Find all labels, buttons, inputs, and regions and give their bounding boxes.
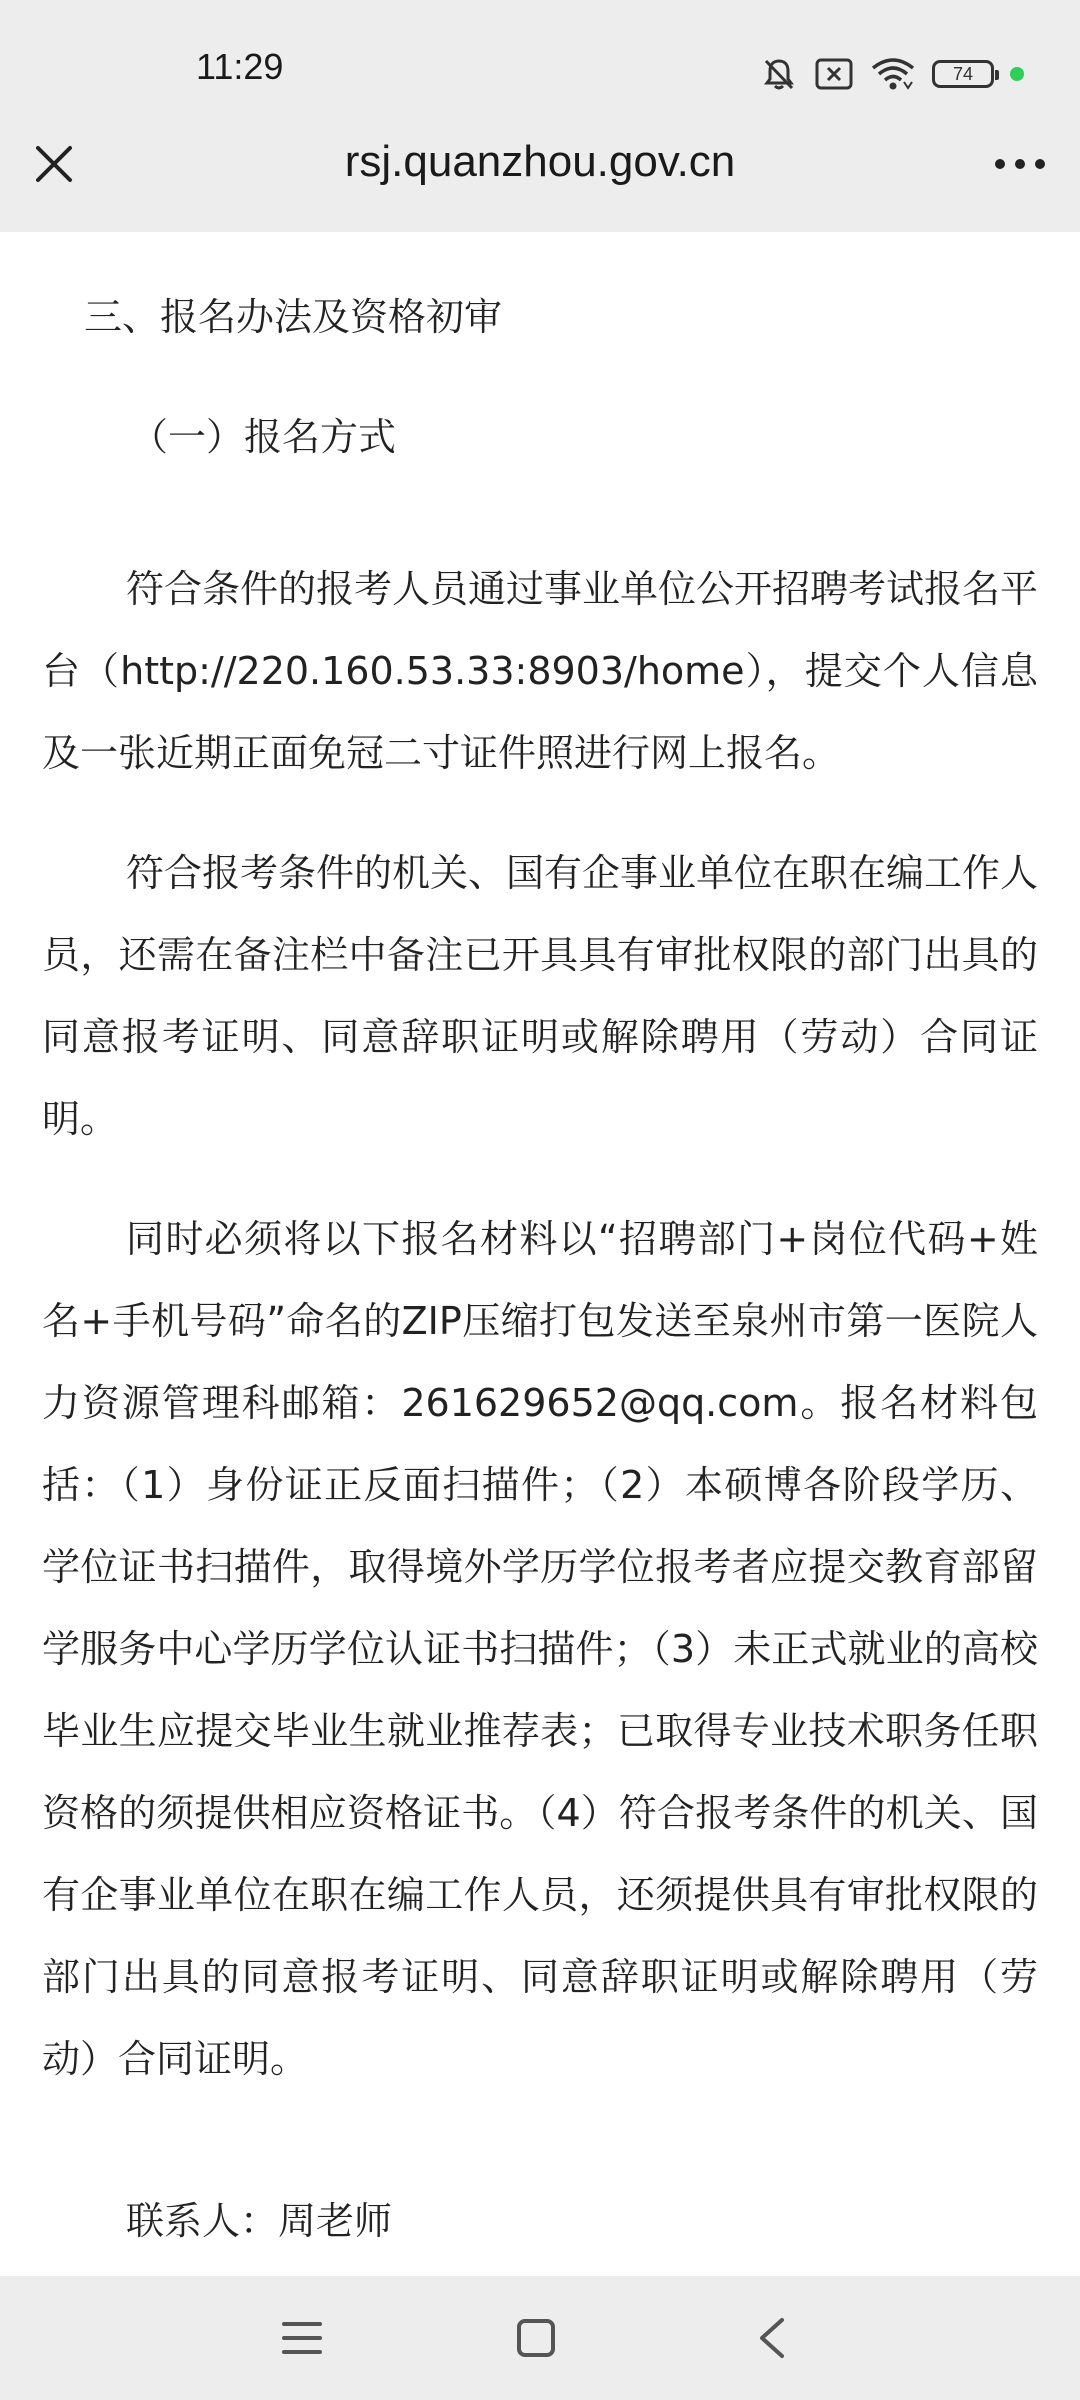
paragraph-materials: 同时必须将以下报名材料以“招聘部门+岗位代码+姓名+手机号码”命名的ZIP压缩打包发送至泉州市第一医院人力资源管理科邮箱：261629652@qq.com。报名材料包括：（1）身份证正反面扫描件；（2）本硕博各阶段学历、学位证书扫描件，取得境外学历学位报考者应提交教育部留学服务中心学历学位认证书扫描件；（3）未正式就业的高校毕业生应提交毕业生就业推荐表；已取得专业技术职务任职资格的须提供相应资格证书。（4）符合报考条件的机关、国有企事业单位在职在编工作人员，还须提供具有审批权限的部门出具的同意报考证明、同意辞职证明或解除聘用（劳动）合同证明。 bbox=[42, 1217, 1038, 2081]
sim-off-icon bbox=[814, 57, 854, 91]
home-square-icon bbox=[515, 2317, 557, 2359]
system-nav-bar bbox=[0, 2276, 1080, 2400]
page-url: rsj.quanzhou.gov.cn bbox=[344, 137, 736, 186]
contact-person: 联系人：周老师 bbox=[126, 2199, 393, 2243]
nav-menu-button[interactable] bbox=[270, 2306, 334, 2370]
nav-home-button[interactable] bbox=[504, 2306, 568, 2370]
subsection-heading: （一）报名方式 bbox=[130, 415, 397, 459]
top-bar bbox=[0, 0, 1080, 232]
battery-icon bbox=[932, 60, 994, 88]
nav-back-button[interactable] bbox=[740, 2306, 804, 2370]
status-icons bbox=[760, 54, 1024, 94]
battery-level: 74 bbox=[952, 63, 974, 84]
status-dot bbox=[1010, 67, 1024, 81]
menu-icon bbox=[280, 2318, 324, 2358]
paragraph-registration: 符合条件的报考人员通过事业单位公开招聘考试报名平台（http://220.160.53.33:8903/home），提交个人信息及一张近期正面免冠二寸证件照进行网上报名。 bbox=[42, 567, 1039, 775]
paragraph-employee-note: 符合报考条件的机关、国有企事业单位在职在编工作人员，还需在备注栏中备注已开具具有审批权限的部门出具的同意报考证明、同意辞职证明或解除聘用（劳动）合同证明。 bbox=[42, 851, 1039, 1141]
status-time: 11:29 bbox=[196, 46, 284, 87]
wifi-icon bbox=[870, 56, 916, 92]
section-heading: 三、报名办法及资格初审 bbox=[84, 295, 503, 339]
more-icon bbox=[988, 140, 1052, 188]
back-chevron-icon bbox=[752, 2316, 792, 2360]
more-button[interactable] bbox=[988, 140, 1052, 188]
bell-muted-icon bbox=[760, 55, 798, 93]
